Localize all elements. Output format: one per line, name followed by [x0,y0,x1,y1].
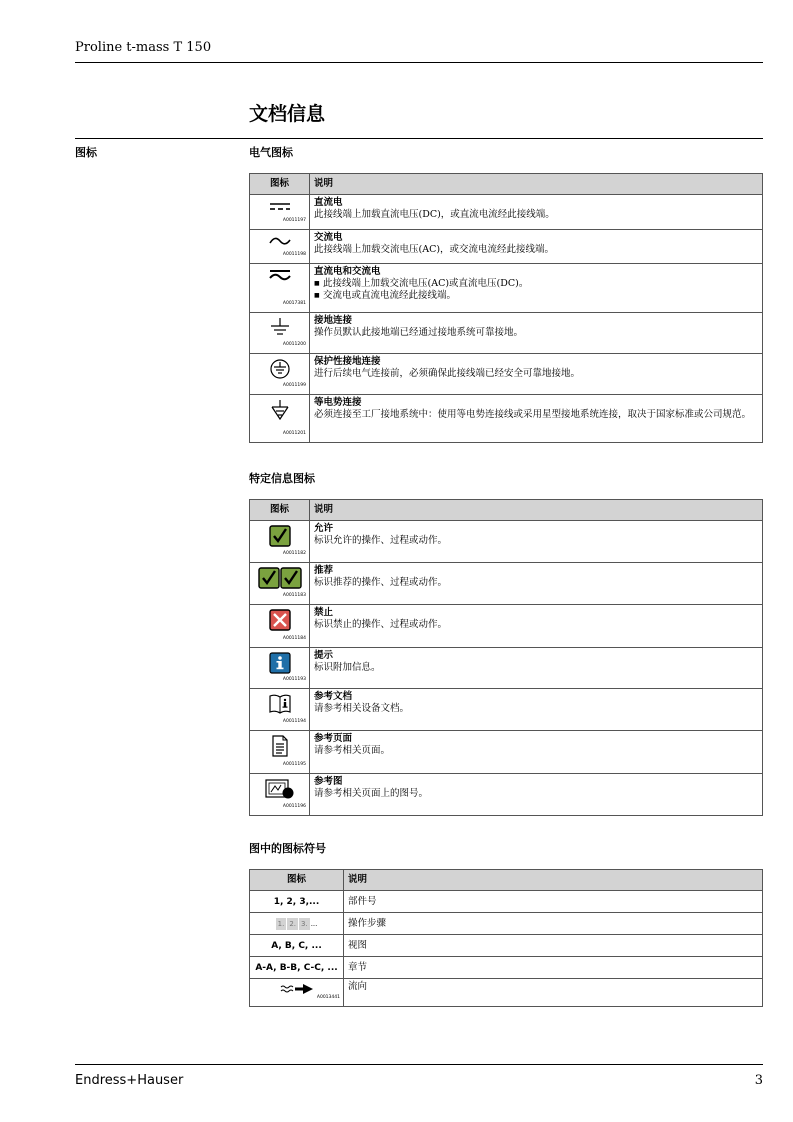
info-subtitle: 特定信息图标 [249,472,315,485]
asset-id: A0011182 [282,551,306,556]
asset-id: A0011199 [282,383,306,388]
table-row [250,313,763,354]
tip-icon [254,652,305,674]
row-title: 交流电 [314,232,343,243]
asset-id: A0011201 [282,431,306,436]
preferred-icon [254,567,305,589]
asset-id: A0011183 [282,593,306,598]
asset-id: A0011196 [282,804,306,809]
row-title: 保护性接地连接 [314,356,381,367]
asset-id: A0011197 [282,218,306,223]
table-row [250,774,763,816]
asset-id: A0011193 [282,677,306,682]
graphic-symbols-table [249,869,763,1007]
table-row [250,605,763,648]
row-title: 禁止 [314,607,334,618]
row-title: 提示 [314,650,334,661]
dc-icon [254,199,305,213]
section-rule [75,138,763,139]
row-text: 操作员默认此接地端已经通过接地系统可靠接地。 [314,327,524,338]
row-title: 允许 [314,523,334,534]
section-title: 文档信息 [249,103,326,125]
side-label: 图标 [75,146,97,159]
symbol-cell: A-A, B-B, C-C, ... [250,957,344,979]
table-row [250,230,763,264]
step-badge: 1. [277,919,285,928]
asset-id: A0017381 [282,301,306,306]
desc-cell: 流向 [344,979,763,1007]
row-text: 请参考相关页面。 [314,745,391,756]
col-header-icon: 图标 [250,870,344,891]
row-text: 标识附加信息。 [314,662,381,673]
col-header-desc: 说明 [310,174,763,195]
row-text: 请参考相关页面上的图号。 [314,788,429,799]
steps-symbol-cell [250,913,344,935]
asset-id: A0011200 [282,342,306,347]
desc-cell: 部件号 [344,891,763,913]
step-badge: 2. [289,919,296,928]
reference-doc-icon [254,693,305,715]
table-row [250,957,763,979]
desc-cell: 章节 [344,957,763,979]
row-text: 标识推荐的操作、过程或动作。 [314,577,448,588]
col-header-icon: 图标 [250,174,310,195]
row-text: 标识禁止的操作、过程或动作。 [314,619,448,630]
asset-id: A0011195 [282,762,306,767]
steps-suffix: ... [310,919,318,928]
col-header-desc: 说明 [344,870,763,891]
info-table [249,499,763,816]
table-row [250,689,763,731]
electrical-table [249,173,763,443]
step-badge: 3. [301,919,308,928]
asset-id: A0011184 [282,636,306,641]
ac-icon [254,234,305,248]
table-row [250,935,763,957]
row-title: 参考图 [314,776,343,787]
table-row [250,648,763,689]
desc-cell: 视图 [344,935,763,957]
bullet-list [314,278,758,302]
table-row [250,264,763,313]
graphic-symbols-subtitle: 图中的图标符号 [249,842,326,855]
row-title: 接地连接 [314,315,353,326]
row-title: 直流电和交流电 [314,266,381,277]
table-row [250,913,763,935]
table-row [250,563,763,605]
bullet-item: ■ 交流电或直流电流经此接线端。 [314,290,758,302]
col-header-icon: 图标 [250,500,310,521]
row-text: 请参考相关设备文档。 [314,703,410,714]
symbol-cell: 1, 2, 3,... [250,891,344,913]
row-text: 进行后续电气连接前，必须确保此接线端已经安全可靠地接地。 [314,368,581,379]
protective-earth-icon [254,358,305,380]
row-title: 推荐 [314,565,334,576]
desc-cell: 操作步骤 [344,913,763,935]
symbol-cell: A, B, C, ... [250,935,344,957]
row-title: 参考文档 [314,691,353,702]
reference-graphic-icon [254,778,305,800]
footer-rule [75,1064,763,1065]
asset-id: A0011198 [282,252,306,257]
asset-id: A0013441 [316,995,340,1000]
table-row [250,354,763,395]
forbidden-icon [254,609,305,631]
row-title: 等电势连接 [314,397,362,408]
page-number: 3 [754,1073,763,1088]
running-header: Proline t-mass T 150 [75,40,212,55]
row-title: 直流电 [314,197,343,208]
electrical-subtitle: 电气图标 [249,146,293,159]
row-text: 必须连接至工厂接地系统中：使用等电势连接线或采用星型接地系统连接，取决于国家标准或公司规范。 [314,409,752,420]
table-row [250,195,763,230]
ground-icon [254,317,305,339]
ac-dc-icon [254,268,305,284]
header-rule [75,62,763,63]
table-row [250,891,763,913]
row-text: 此接线端上加载直流电压(DC)，或直流电流经此接线端。 [314,209,555,220]
table-row [250,395,763,443]
asset-id: A0011194 [282,719,306,724]
permitted-icon [254,525,305,547]
table-row [250,979,763,1007]
equipotential-icon [254,399,305,421]
bullet-item: ■ 此接线端上加载交流电压(AC)或直流电压(DC)。 [314,278,758,290]
row-text: 标识允许的操作、过程或动作。 [314,535,448,546]
col-header-desc: 说明 [310,500,763,521]
table-row [250,521,763,563]
footer-brand: Endress+Hauser [75,1073,184,1088]
reference-page-icon [254,735,305,757]
row-title: 参考页面 [314,733,353,744]
row-text: 此接线端上加载交流电压(AC)，或交流电流经此接线端。 [314,244,555,255]
table-row [250,731,763,774]
